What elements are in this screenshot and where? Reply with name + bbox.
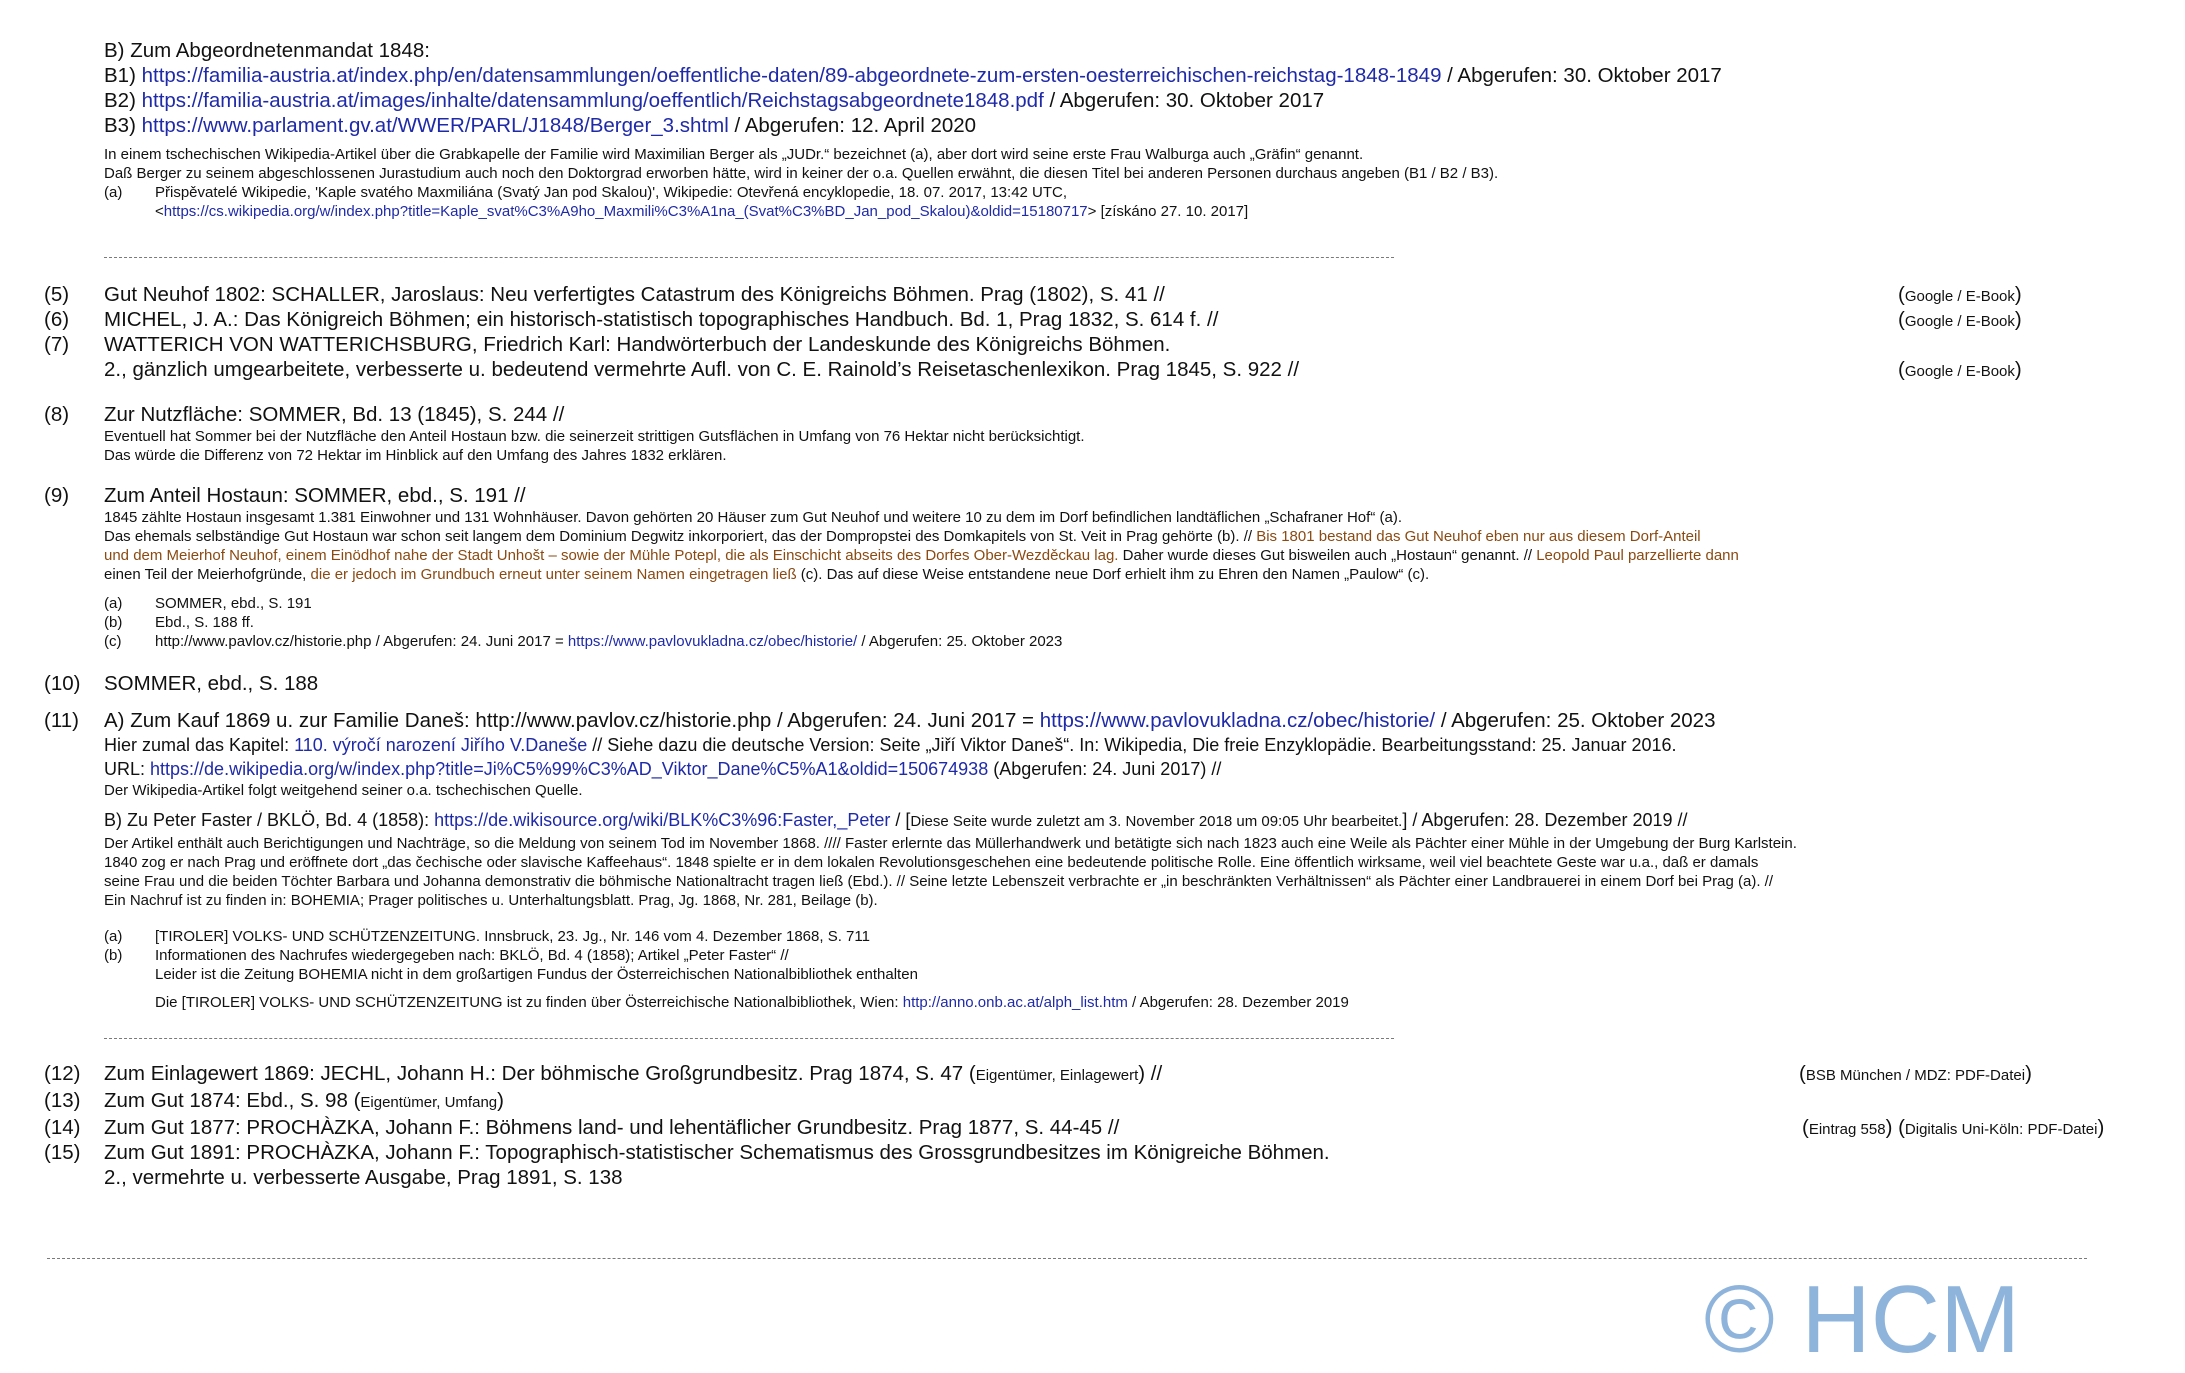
footnote-text: SOMMER, ebd., S. 191 xyxy=(155,595,312,612)
ref-11-b xyxy=(0,808,2185,834)
divider xyxy=(104,1038,1394,1039)
footnote-a-link[interactable]: https://cs.wikipedia.org/w/index.php?title=Kaple_svat%C3%A9ho_Maxmili%C3%A1na_(Svat%C3%BD_Jan_pod_Skalou)&oldid=15180717 xyxy=(163,203,1088,220)
ref-number: (8) xyxy=(44,403,70,426)
ref-b2 xyxy=(0,88,2185,113)
ref-15 xyxy=(0,1140,2185,1165)
ref-9 xyxy=(0,483,2185,508)
ref-11-line: Der Wikipedia-Artikel folgt weitgehend seiner o.a. tschechischen Quelle. xyxy=(104,782,583,799)
ref-text: MICHEL, J. A.: Das Königreich Böhmen; ein historisch-statistisch topographisches Handbuch. Bd. 1, Prag 1832, S. 614 f. // xyxy=(104,308,1219,331)
ref-9-line xyxy=(0,546,2185,565)
ref-5 xyxy=(0,282,2185,307)
ref-8-note: Eventuell hat Sommer bei der Nutzfläche den Anteil Hostaun bzw. die seinerzeit strittigen Gutsflächen in Umfang von 76 Hektar nicht berücksichtigt. xyxy=(104,428,1085,445)
hcm-watermark-logo: © HCM xyxy=(1704,1266,2021,1373)
ref-source: (Google / E-Book) xyxy=(1898,283,2022,306)
pavlov-history-link[interactable]: https://www.pavlovukladna.cz/obec/historie/ xyxy=(1039,709,1436,732)
ref-number: (11) xyxy=(44,709,79,732)
ref-11-block xyxy=(0,708,2185,1012)
ref-15-cont: 2., vermehrte u. verbesserte Ausgabe, Prag 1891, S. 138 xyxy=(104,1166,623,1189)
ref-text: Zum Gut 1874: Ebd., S. 98 xyxy=(104,1089,354,1112)
ref-b2-date: / Abgerufen: 30. Oktober 2017 xyxy=(1043,89,1325,112)
ref-number: (13) xyxy=(44,1089,81,1112)
footnote-b-cont: Leider ist die Zeitung BOHEMIA nicht in dem großartigen Fundus der Österreichischen Nationalbibliothek enthalten xyxy=(155,966,918,983)
ref-b3-link[interactable]: https://www.parlament.gv.at/WWER/PARL/J1848/Berger_3.shtml xyxy=(141,114,729,137)
text: // Siehe dazu die deutsche Version: Seite „Jiří Viktor Daneš“. In: Wikipedia, Die freie Enzyklopädie. Bearbeitungsstand: 25. Januar 2016. xyxy=(587,735,1677,755)
footnote-label: (c) xyxy=(104,633,122,650)
footnote-label: (a) xyxy=(104,595,123,612)
ref-source: (Eintrag 558) (Digitalis Uni-Köln: PDF-Datei) xyxy=(1802,1116,2105,1139)
ref-7-cont xyxy=(0,357,2185,382)
footnote-b xyxy=(0,946,2185,965)
footnote-text: [TIROLER] VOLKS- UND SCHÜTZENZEITUNG. Innsbruck, 23. Jg., Nr. 146 vom 4. Dezember 1868, S. 711 xyxy=(155,928,870,945)
footnote-a-url xyxy=(0,202,2185,221)
divider xyxy=(104,257,1394,258)
ref-text: Zum Gut 1877: PROCHÀZKA, Johann F.: Böhmens land- und lehentäflicher Grundbesitz. Prag 1877, S. 44-45 // xyxy=(104,1116,1120,1139)
text: B) Zu Peter Faster / BKLÖ, Bd. 4 (1858): xyxy=(104,810,435,830)
wikipedia-link[interactable]: https://de.wikipedia.org/w/index.php?title=Ji%C5%99%C3%AD_Viktor_Dane%C5%A1&oldid=150674938 xyxy=(150,759,989,779)
ref-11-para: Ein Nachruf ist zu finden in: BOHEMIA; Prager politisches u. Unterhaltungsblatt. Prag, Jg. 1868, Nr. 281, Beilage (b). xyxy=(104,892,878,909)
footnote-text: / Abgerufen: 28. Dezember 2019 xyxy=(1127,994,1349,1011)
ref-11-line xyxy=(0,733,2185,757)
ref-9-block xyxy=(0,483,2185,651)
ref-11-line xyxy=(0,757,2185,781)
ref-text: g xyxy=(972,1141,985,1164)
highlight-text: Bis 1801 bestand das Gut Neuhof eben nur aus diesem Dorf-Anteil xyxy=(1256,528,1701,545)
ref-number: (7) xyxy=(44,333,70,356)
text: Das ehemals selbständige Gut Hostaun war schon seit langem dem Dominium Degwitz inkorporiert, das der Dompropstei des Domkapitels von St. Veit in Prag gehörte (b). // xyxy=(104,528,1257,545)
ref-14 xyxy=(0,1115,2185,1140)
ref-number: (6) xyxy=(44,308,70,331)
ref-8-block xyxy=(0,402,2185,465)
ref-source: (BSB München / MDZ: PDF-Datei) xyxy=(1799,1062,2032,1085)
source-label: Google / E-Book xyxy=(1904,288,2015,305)
footnote-a xyxy=(0,927,2185,946)
ref-text: // xyxy=(1145,1062,1163,1085)
ref-text: Zum Gut 1891: PROCHÀZKA, Johann F.: Topographisch-statistischer Schematismus des Gross xyxy=(104,1141,973,1164)
footnote-text: Informationen des Nachrufes wiedergegeben nach: BKLÖ, Bd. 4 (1858); Artikel „Peter Faster“ // xyxy=(155,947,789,964)
highlight-text: Leopold Paul parzellierte dann xyxy=(1536,547,1739,564)
refs-12-15 xyxy=(0,1061,2185,1190)
ref-10 xyxy=(0,671,2185,696)
footnote-a xyxy=(0,594,2185,613)
source-label: Eintrag 558 xyxy=(1808,1121,1886,1138)
ref-detail: Eigentümer, Einlagewert xyxy=(975,1067,1139,1084)
footnote-text: / Abgerufen: 25. Oktober 2023 xyxy=(857,633,1063,650)
ref-text: rundbesitzes im Königreiche Böhmen. xyxy=(984,1141,1330,1164)
footnote-b xyxy=(0,613,2185,632)
ref-7 xyxy=(0,332,2185,357)
source-label: Google / E-Book xyxy=(1904,313,2015,330)
ref-10-block xyxy=(0,671,2185,696)
ref-13: (13) Zum Gut 1874: Ebd., S. 98 (Eigentümer, Umfang) xyxy=(44,1089,504,1112)
ref-number: (9) xyxy=(44,484,70,507)
bracket-open: < xyxy=(155,203,164,220)
section-b-title: B) Zum Abgeordnetenmandat 1848: xyxy=(104,39,430,62)
footer-divider xyxy=(47,1258,2087,1259)
ref-text: SOMMER, ebd., S. 188 xyxy=(104,672,319,695)
ref-12: (12) Zum Einlagewert 1869: JECHL, Johann H.: Der böhmische Großgrundbesitz. Prag 1874, S. 47 (Eigentümer, Einlagewert) // (BSB München / MDZ: PDF-Datei) xyxy=(0,1061,2185,1088)
section-b-mandate xyxy=(0,38,2185,221)
text: Diese Seite wurde zuletzt am 3. November 2018 um 09:05 Uhr bearbeitet. xyxy=(910,813,1403,830)
footnote-label: (a) xyxy=(104,928,123,945)
ref-text: 2., gänzlich umgearbeitete, verbesserte u. bedeutend vermehrte Aufl. von C. E. Rainold’s Reisetaschenlexikon. Prag 1845, S. 922 // xyxy=(104,358,1300,381)
ref-text: A) Zum Kauf 1869 u. zur Familie Daneš: http://www.pavlov.cz/historie.php / Abgerufen: 24. Juni 2017 = xyxy=(104,709,1040,732)
note-doktorgrad: Daß Berger zu seinem abgeschlossenen Jurastudium auch noch den Doktorgrad erworben hätte, wird in keiner der o.a. Quellen erwähnt, die diesen Titel bei anderen Personen durchaus angeben (B1 / B2 / B3). xyxy=(104,165,1499,182)
text: URL: xyxy=(104,759,151,779)
chapter-link[interactable]: 110. výročí narození Jiřího V.Daneše xyxy=(294,735,588,755)
ref-number: (5) xyxy=(44,283,70,306)
ref-b2-label: B2) xyxy=(104,89,142,112)
note-judr: In einem tschechischen Wikipedia-Artikel über die Grabkapelle der Familie wird Maximilian Berger als „JUDr.“ bezeichnet (a), aber dort wird seine erste Frau Walburga auch „Gräfin“ genannt. xyxy=(104,146,1364,163)
ref-text: Zur Nutzfläche: SOMMER, Bd. 13 (1845), S. 244 // xyxy=(104,403,565,426)
ref-b1-date: / Abgerufen: 30. Oktober 2017 xyxy=(1441,64,1722,87)
ref-b3 xyxy=(0,113,2185,138)
ref-source: (Google / E-Book) xyxy=(1898,308,2022,331)
wikisource-link[interactable]: https://de.wikisource.org/wiki/BLK%C3%96:Faster,_Peter xyxy=(434,810,891,830)
ref-8-note: Das würde die Differenz von 72 Hektar im Hinblick auf den Umfang des Jahres 1832 erklären. xyxy=(104,447,727,464)
ref-11-para: 1840 zog er nach Prag und eröffnete dort „das čechische oder slavische Kaffeehaus“. 1848 spielte er in dem lokalen Revolutionsgeschehen eine bedeutende politische Rolle. Eine öffentlich wirksame, weil viel beachtete Geste war u.a., daß er damals xyxy=(104,854,1759,871)
text: Hier zumal das Kapitel: xyxy=(104,735,295,755)
ref-9-line xyxy=(0,565,2185,584)
text: (c). Das auf diese Weise entstandene neue Dorf erhielt ihm zu Ehren den Namen „Paulow“ (c). xyxy=(796,566,1430,583)
refs-5-7 xyxy=(0,282,2185,382)
text: ] / Abgerufen: 28. Dezember 2019 // xyxy=(1402,810,1688,830)
source-label: BSB München / MDZ: PDF-Datei xyxy=(1805,1067,2026,1084)
footnote-d xyxy=(0,993,2185,1012)
text: Daher wurde dieses Gut bisweilen auch „Hostaun“ genannt. // xyxy=(1118,547,1537,564)
text: einen Teil der Meierhofgründe, xyxy=(104,566,311,583)
footnote-a-retrieved: > [získáno 27. 10. 2017] xyxy=(1087,203,1249,220)
highlight-text: und dem Meierhof Neuhof, einem Einödhof nahe der Stadt Unhošt – sowie der Mühle Potepl, die als Einschicht abseits des Dorfes Ober-Wezděckau lag. xyxy=(104,547,1119,564)
ref-source: (Google / E-Book) xyxy=(1898,358,2022,381)
footnote-c xyxy=(0,632,2185,651)
source-label: Digitalis Uni-Köln: PDF-Datei xyxy=(1904,1121,2098,1138)
ref-9-line: 1845 zählte Hostaun insgesamt 1.381 Einwohner und 131 Wohnhäuser. Davon gehörten 20 Häuser zum Gut Neuhof und weitere 10 zu dem im Dorf befindlichen landtäflichen „Schafraner Hof“ (a). xyxy=(104,509,1402,526)
ref-text: Gut Neuhof 1802: SCHALLER, Jaroslaus: Neu verfertigtes Catastrum des Königreichs Böhmen. Prag (1802), S. 41 // xyxy=(104,283,1165,306)
anno-onb-link[interactable]: http://anno.onb.ac.at/alph_list.htm xyxy=(902,994,1128,1011)
ref-b3-date: / Abgerufen: 12. April 2020 xyxy=(728,114,977,137)
source-label: Google / E-Book xyxy=(1904,363,2015,380)
ref-b2-link[interactable]: https://familia-austria.at/images/inhalte/datensammlung/oeffentlich/Reichstagsabgeordnete1848.pdf xyxy=(141,89,1044,112)
ref-text: Zum Anteil Hostaun: SOMMER, ebd., S. 191 // xyxy=(104,484,526,507)
highlight-text: die er jedoch im Grundbuch erneut unter seinem Namen eingetragen ließ xyxy=(310,566,797,583)
ref-text: / Abgerufen: 25. Oktober 2023 xyxy=(1435,709,1716,732)
footnote-label: (a) xyxy=(104,184,123,201)
footnote-label: (b) xyxy=(104,947,123,964)
ref-11 xyxy=(0,708,2185,733)
ref-text: Zum Einlagewert 1869: JECHL, Johann H.: Der böhmische Großgrundbesitz. Prag 1874, S. 47 xyxy=(104,1062,969,1085)
footnote-text: Přispěvatelé Wikipedie, 'Kaple svatého Maxmiliána (Svatý Jan pod Skalou)', Wikipedie: Otevřená encyklopedie, 18. 07. 2017, 13:42 UTC, xyxy=(155,184,1068,201)
footnote-a xyxy=(0,183,2185,202)
footnote-text: Ebd., S. 188 ff. xyxy=(155,614,254,631)
text: (Abgerufen: 24. Juni 2017) // xyxy=(988,759,1222,779)
ref-b3-label: B3) xyxy=(104,114,142,137)
ref-11-para: Der Artikel enthält auch Berichtigungen und Nachträge, so die Meldung von seinem Tod im November 1868. //// Faster erlernte das Müllerhandwerk und betätigte sich nach 1823 auch eine Weile als Pächter einer Mühle in der Umgebung der Burg Karlstein. xyxy=(104,835,1797,852)
ref-number: (14) xyxy=(44,1116,81,1139)
ref-number: (12) xyxy=(44,1062,81,1085)
ref-number: (15) xyxy=(44,1141,81,1164)
footnote-text: http://www.pavlov.cz/historie.php / Abgerufen: 24. Juni 2017 = xyxy=(155,633,568,650)
ref-b1-label: B1) xyxy=(104,64,142,87)
ref-b1 xyxy=(0,63,2185,88)
text: / [ xyxy=(890,810,911,830)
ref-8 xyxy=(0,402,2185,427)
pavlov-history-link[interactable]: https://www.pavlovukladna.cz/obec/historie/ xyxy=(567,633,858,650)
ref-9-line xyxy=(0,527,2185,546)
ref-text: WATTERICH VON WATTERICHSBURG, Friedrich Karl: Handwörterbuch der Landeskunde des Königreichs Böhmen. xyxy=(104,333,1171,356)
ref-6 xyxy=(0,307,2185,332)
ref-detail: Eigentümer, Umfang xyxy=(360,1094,498,1111)
footnote-text: Die [TIROLER] VOLKS- UND SCHÜTZENZEITUNG ist zu finden über Österreichische Nationalbibliothek, Wien: xyxy=(155,994,903,1011)
footnote-label: (b) xyxy=(104,614,123,631)
ref-b1-link[interactable]: https://familia-austria.at/index.php/en/datensammlungen/oeffentliche-daten/89-abgeordnete-zum-ersten-oesterreichischen-reichstag-1848-1849 xyxy=(141,64,1442,87)
ref-11-para: seine Frau und die beiden Töchter Barbara und Johanna demonstrativ die böhmische Nationaltracht tragen ließ (Ebd.). // Seine letzte Lebenszeit verbrachte er „in beschränkten Verhältnissen“ als Pächter einer Landbrauerei in einem Dorf bei Prag (a). // xyxy=(104,873,1773,890)
ref-number: (10) xyxy=(44,672,81,695)
